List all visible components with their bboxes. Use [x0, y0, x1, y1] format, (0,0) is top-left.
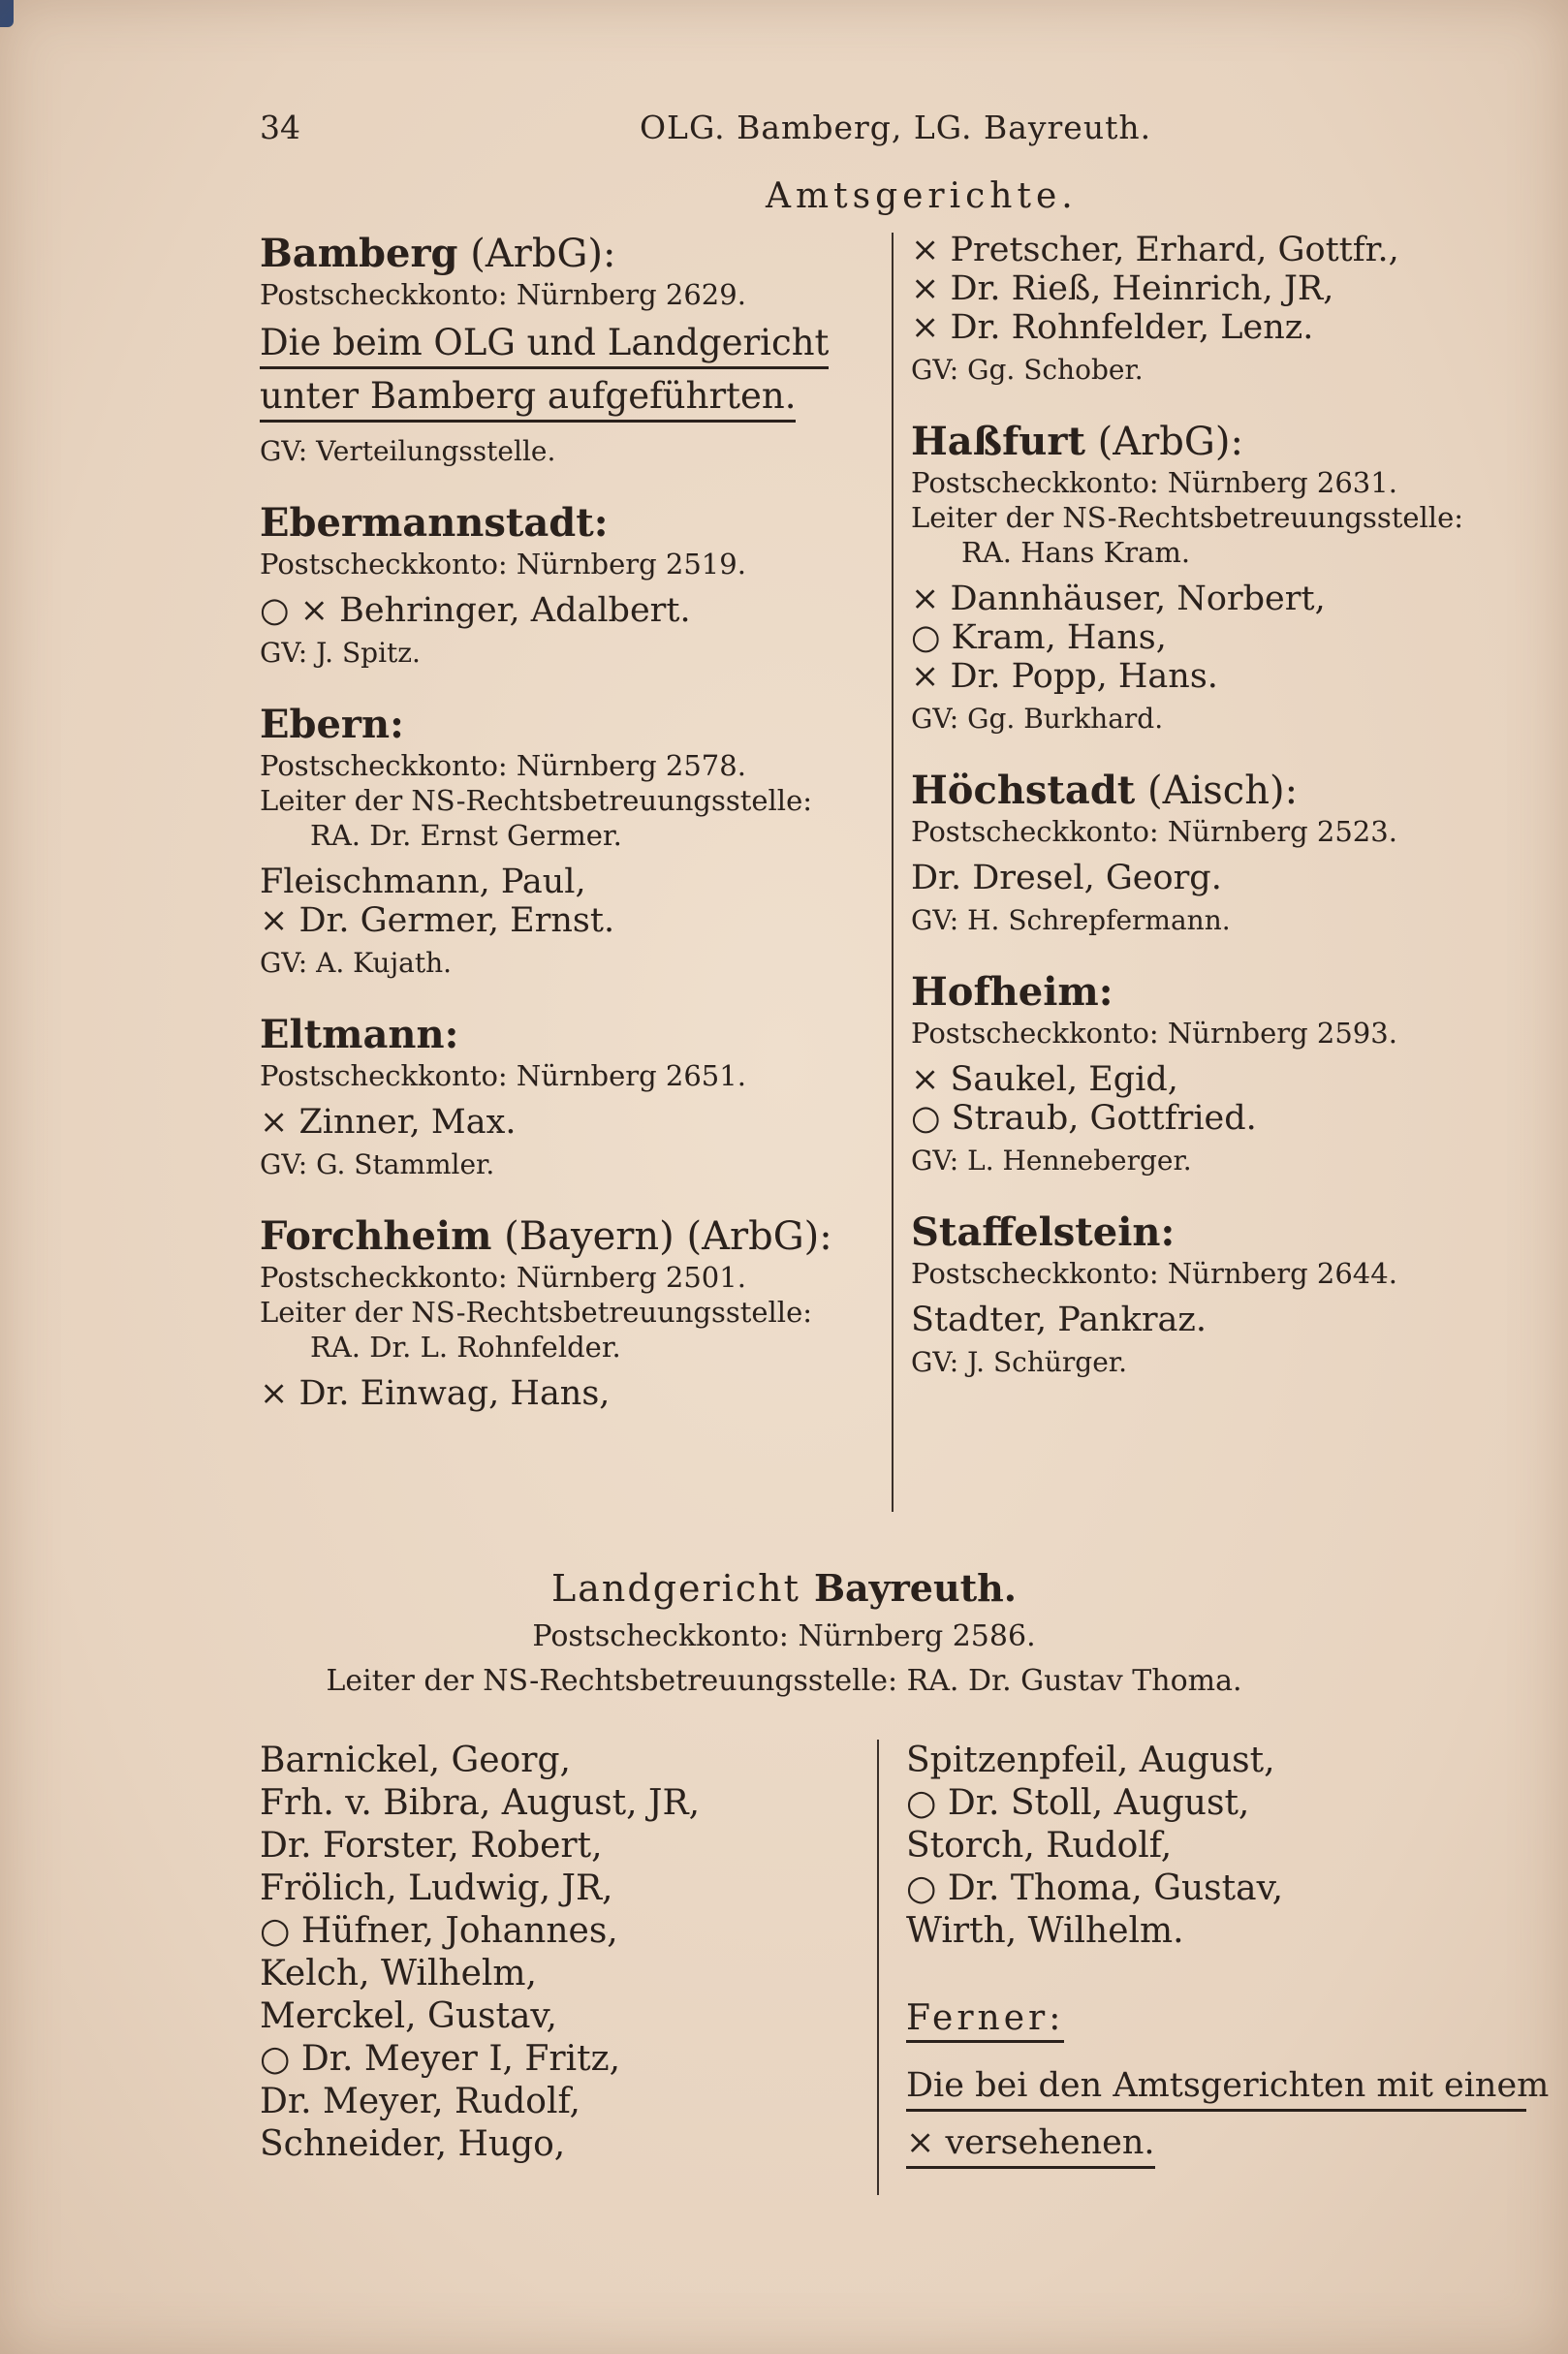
person-entry: × Zinner, Max. — [260, 1103, 517, 1142]
landgericht-postscheck: Postscheckkonto: Nürnberg 2586. — [532, 1619, 1036, 1653]
person-entry: × Dr. Germer, Ernst. — [260, 901, 615, 940]
gv-line: GV: Verteilungsstelle. — [260, 435, 556, 467]
person-entry: ○ Hüfner, Johannes, — [260, 1911, 618, 1951]
postscheck-line: Postscheckkonto: Nürnberg 2629. — [260, 278, 746, 311]
person-entry: × Dannhäuser, Norbert, — [911, 580, 1326, 618]
person-entry: Fleischmann, Paul, — [260, 863, 586, 901]
court-name: Ebern: — [260, 702, 404, 747]
court-forchheim-continued — [911, 231, 1541, 390]
gv-line: GV: J. Spitz. — [260, 637, 421, 669]
ferner-line-1: Die bei den Amtsgerichten mit einem — [906, 2064, 1526, 2112]
postscheck-line: Postscheckkonto: Nürnberg 2523. — [911, 815, 1397, 848]
court-name: Hofheim: — [911, 969, 1113, 1015]
court-hofheim — [911, 969, 1541, 1180]
leiter-name: RA. Dr. Ernst Germer. — [310, 819, 622, 852]
landgericht-left-list — [260, 1740, 861, 2166]
person-entry: × Dr. Popp, Hans. — [911, 657, 1218, 696]
person-entry: × Saukel, Egid, — [911, 1060, 1178, 1099]
court-name: Ebermannstadt: — [260, 500, 609, 546]
leiter-line: Leiter der NS-Rechtsbetreuungsstelle: — [260, 1296, 813, 1329]
court-name: Staffelstein: — [911, 1209, 1176, 1255]
postscheck-line: Postscheckkonto: Nürnberg 2593. — [911, 1017, 1397, 1050]
court-ebern — [260, 702, 890, 983]
court-hassfurt — [911, 419, 1541, 738]
person-entry: × Dr. Einwag, Hans, — [260, 1374, 611, 1413]
landgericht-leiter: Leiter der NS-Rechtsbetreuungsstelle: RA. Dr. Gustav Thoma. — [326, 1664, 1242, 1698]
court-name: Bamberg (ArbG): — [260, 231, 616, 276]
person-entry: Barnickel, Georg, — [260, 1741, 571, 1780]
court-bamberg — [260, 231, 890, 471]
person-entry: Frölich, Ludwig, JR, — [260, 1868, 613, 1908]
gv-line: GV: Gg. Schober. — [911, 354, 1144, 386]
note-line-2: unter Bamberg aufgeführten. — [260, 375, 796, 423]
person-entry: ○ Dr. Stoll, August, — [906, 1783, 1250, 1823]
leiter-line: Leiter der NS-Rechtsbetreuungsstelle: — [260, 784, 813, 817]
court-hoechstadt — [911, 768, 1541, 940]
postscheck-line: Postscheckkonto: Nürnberg 2651. — [260, 1059, 746, 1092]
person-entry: Stadter, Pankraz. — [911, 1301, 1207, 1339]
ferner-note — [906, 2064, 1550, 2169]
running-title: OLG. Bamberg, LG. Bayreuth. — [640, 109, 1152, 146]
court-staffelstein — [911, 1209, 1541, 1382]
landgericht-title: Landgericht Bayreuth. — [551, 1566, 1017, 1610]
postscheck-line: Postscheckkonto: Nürnberg 2644. — [911, 1257, 1397, 1290]
person-entry: Frh. v. Bibra, August, JR, — [260, 1783, 701, 1823]
person-entry: ○ Kram, Hans, — [911, 618, 1167, 657]
gv-line: GV: Gg. Burkhard. — [911, 703, 1164, 735]
gv-line: GV: L. Henneberger. — [911, 1145, 1192, 1177]
column-divider — [892, 233, 894, 1512]
section-title: Amtsgerichte. — [766, 176, 1078, 216]
page-number: 34 — [260, 109, 300, 146]
court-name: Haßfurt (ArbG): — [911, 419, 1243, 464]
court-forchheim — [260, 1213, 890, 1413]
person-entry: ○ Dr. Thoma, Gustav, — [906, 1868, 1284, 1908]
ferner-line-2: × versehenen. — [906, 2121, 1155, 2169]
person-entry: ○ Dr. Meyer I, Fritz, — [260, 2039, 621, 2079]
person-entry: Kelch, Wilhelm, — [260, 1954, 537, 1993]
person-entry: Wirth, Wilhelm. — [906, 1911, 1184, 1951]
person-entry: × Pretscher, Erhard, Gottfr., — [911, 231, 1399, 269]
gv-line: GV: G. Stammler. — [260, 1148, 495, 1180]
leiter-name: RA. Dr. L. Rohnfelder. — [310, 1331, 621, 1364]
right-column — [911, 231, 1541, 1411]
person-entry: × Dr. Rohnfelder, Lenz. — [911, 308, 1314, 347]
left-column — [260, 231, 890, 1442]
court-ebermannstadt — [260, 500, 890, 673]
ferner-label: Ferner: — [906, 1997, 1064, 2043]
postscheck-line: Postscheckkonto: Nürnberg 2501. — [260, 1261, 746, 1294]
landgericht-column-divider — [877, 1740, 879, 2195]
person-entry: ○ Straub, Gottfried. — [911, 1099, 1257, 1138]
person-entry: Dr. Meyer, Rudolf, — [260, 2082, 580, 2121]
landgericht-right-list — [906, 1740, 1550, 2169]
postscheck-line: Postscheckkonto: Nürnberg 2578. — [260, 749, 746, 782]
landgericht-header — [0, 1565, 1568, 1701]
person-entry: Merckel, Gustav, — [260, 1996, 557, 2036]
leiter-line: Leiter der NS-Rechtsbetreuungsstelle: — [911, 501, 1464, 534]
person-entry: Spitzenpfeil, August, — [906, 1741, 1275, 1780]
person-entry: × Dr. Rieß, Heinrich, JR, — [911, 269, 1334, 308]
note-line-1: Die beim OLG und Landgericht — [260, 322, 829, 369]
person-entry: ○ × Behringer, Adalbert. — [260, 591, 691, 630]
person-entry: Storch, Rudolf, — [906, 1826, 1173, 1866]
gv-line: GV: A. Kujath. — [260, 947, 453, 979]
gv-line: GV: H. Schrepfermann. — [911, 904, 1231, 936]
court-eltmann — [260, 1012, 890, 1184]
bamberg-note — [260, 322, 890, 423]
gv-line: GV: J. Schürger. — [911, 1346, 1127, 1378]
person-entry: Schneider, Hugo, — [260, 2124, 566, 2164]
court-name: Eltmann: — [260, 1012, 459, 1057]
person-entry: Dr. Forster, Robert, — [260, 1826, 603, 1866]
person-entry: Dr. Dresel, Georg. — [911, 859, 1222, 897]
postscheck-line: Postscheckkonto: Nürnberg 2519. — [260, 548, 746, 581]
postscheck-line: Postscheckkonto: Nürnberg 2631. — [911, 466, 1397, 499]
leiter-name: RA. Hans Kram. — [961, 536, 1191, 569]
court-name: Forchheim (Bayern) (ArbG): — [260, 1213, 832, 1259]
corner-tab-mark — [0, 0, 14, 27]
court-name: Höchstadt (Aisch): — [911, 768, 1299, 813]
